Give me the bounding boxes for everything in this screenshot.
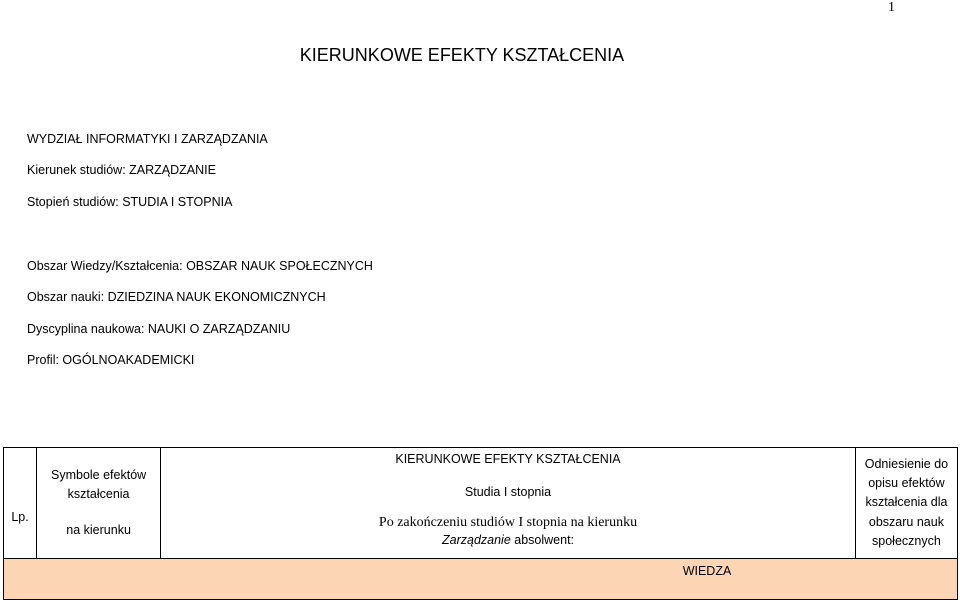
symbols-label-line1: Symbole efektów (51, 467, 147, 482)
symbols-label-line2: kształcenia (67, 487, 130, 502)
graduate-suffix: absolwent: (510, 533, 575, 548)
knowledge-area-line: Obszar Wiedzy/Kształcenia: OBSZAR NAUK SPOŁECZNYCH (27, 259, 373, 273)
table-header-row (4, 448, 958, 559)
section-label-wiedza: WIEDZA (682, 564, 732, 579)
ref-line4: obszaru nauk (868, 514, 944, 529)
header-lp (4, 448, 37, 559)
ref-line5: społecznych (872, 534, 941, 549)
science-area-line: Obszar nauki: DZIEDZINA NAUK EKONOMICZNYCH (27, 290, 326, 304)
study-level-line: Stopień studiów: STUDIA I STOPNIA (27, 195, 233, 209)
section-cell (4, 559, 958, 600)
main-header-intro: Po zakończeniu studiów I stopnia na kierunku (378, 515, 638, 531)
section-row-knowledge (4, 559, 958, 600)
document-title: KIERUNKOWE EFEKTY KSZTAŁCENIA (299, 45, 625, 65)
symbols-label-line3: na kierunku (66, 522, 131, 537)
header-symbols (37, 448, 161, 559)
header-reference (855, 448, 957, 559)
main-header-graduate (161, 531, 855, 550)
field-of-study-line: Kierunek studiów: ZARZĄDZANIE (27, 163, 216, 177)
header-main (161, 448, 856, 559)
main-header-title: KIERUNKOWE EFEKTY KSZTAŁCENIA (395, 451, 621, 466)
ref-line2: opisu efektów (868, 475, 945, 490)
field-name-italic: Zarządzanie (442, 533, 511, 548)
ref-line1: Odniesienie do (864, 456, 949, 471)
lp-label: Lp. (11, 510, 29, 525)
faculty-line: WYDZIAŁ INFORMATYKI I ZARZĄDZANIA (27, 132, 268, 146)
discipline-line: Dyscyplina naukowa: NAUKI O ZARZĄDZANIU (27, 322, 291, 336)
learning-outcomes-table (3, 447, 958, 600)
profile-line: Profil: OGÓLNOAKADEMICKI (27, 353, 195, 367)
ref-line3: kształcenia dla (865, 495, 948, 510)
main-header-level: Studia I stopnia (464, 484, 552, 499)
page-number: 1 (888, 0, 895, 15)
